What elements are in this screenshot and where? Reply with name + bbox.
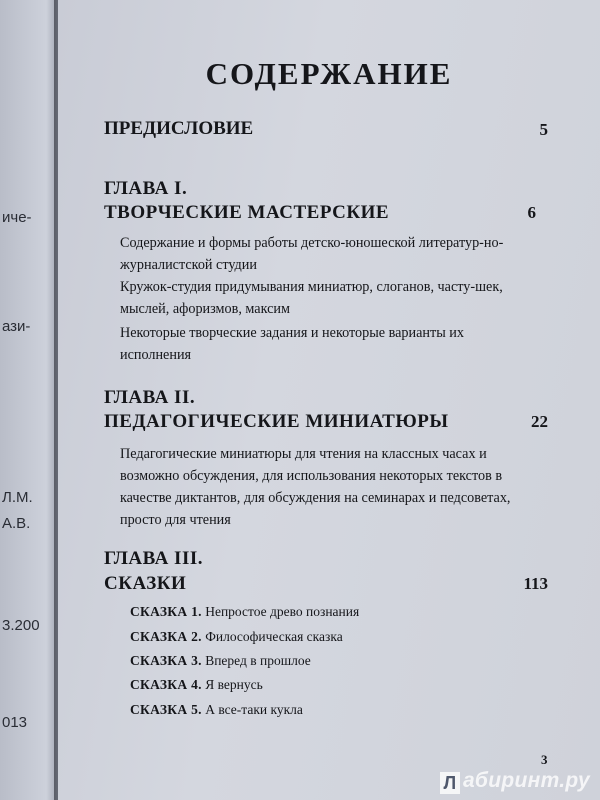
tale-item bbox=[130, 627, 343, 647]
chapter-2-page-number: 22 bbox=[531, 412, 548, 431]
left-page-fragment: 3.200 bbox=[2, 617, 40, 634]
labirint-logo-icon: Л bbox=[440, 772, 460, 794]
tale-number: СКАЗКА 3. bbox=[130, 653, 202, 668]
watermark-text: абиринт.ру bbox=[462, 769, 590, 792]
chapter-2-entry-1: Педагогические миниатюры для чтения на классных часах и возможно обсуждения, для использования некоторых текстов в качестве диктантов, для обсуждения на семинарах и педсоветах, просто для чтения bbox=[120, 446, 511, 528]
page-title: СОДЕРЖАНИЕ bbox=[205, 56, 453, 91]
chapter-1-entry-2: Кружок-студия придумывания миниатюр, слоганов, часту-шек, мыслей, афоризмов, максим bbox=[120, 279, 503, 317]
left-page-edge bbox=[0, 0, 58, 800]
tale-item bbox=[130, 700, 303, 720]
preface-label: ПРЕДИСЛОВИЕ bbox=[104, 118, 254, 139]
left-page-fragment: Л.М. bbox=[2, 489, 33, 506]
tale-title: А все-таки кукла bbox=[205, 702, 303, 717]
preface-page-number: 5 bbox=[539, 120, 548, 139]
chapter-1-entry-1: Содержание и формы работы детско-юношеской литератур-но-журналистской студии bbox=[120, 235, 504, 273]
tale-number: СКАЗКА 1. bbox=[130, 604, 202, 619]
page-folio: 3 bbox=[541, 752, 548, 767]
left-page-fragment: ази- bbox=[2, 318, 31, 335]
chapter-1-entry-3: Некоторые творческие задания и некоторые варианты их исполнения bbox=[120, 325, 464, 363]
tale-item bbox=[130, 651, 311, 671]
chapter-2-title: ПЕДАГОГИЧЕСКИЕ МИНИАТЮРЫ bbox=[104, 411, 449, 432]
tale-number: СКАЗКА 4. bbox=[130, 677, 202, 692]
contents-page bbox=[58, 0, 600, 800]
chapter-3-title: СКАЗКИ bbox=[104, 573, 187, 594]
tale-title: Вперед в прошлое bbox=[205, 653, 311, 668]
tale-item bbox=[130, 602, 359, 622]
chapter-3-number: ГЛАВА III. bbox=[104, 548, 203, 569]
chapter-1-title: ТВОРЧЕСКИЕ МАСТЕРСКИЕ bbox=[104, 202, 390, 223]
chapter-1-number: ГЛАВА I. bbox=[104, 178, 188, 199]
left-page-fragment: 013 bbox=[2, 714, 28, 731]
tale-title: Непростое древо познания bbox=[205, 604, 360, 619]
tale-number: СКАЗКА 2. bbox=[130, 629, 202, 644]
chapter-1-page-number: 6 bbox=[527, 203, 536, 222]
tale-title: Я вернусь bbox=[205, 677, 263, 692]
left-page-fragment: иче- bbox=[2, 209, 32, 226]
chapter-2-number: ГЛАВА II. bbox=[104, 387, 196, 408]
chapter-3-page-number: 113 bbox=[523, 574, 548, 593]
tale-number: СКАЗКА 5. bbox=[130, 702, 202, 717]
labirint-watermark bbox=[440, 769, 590, 794]
tale-title: Философическая сказка bbox=[205, 629, 343, 644]
tale-item bbox=[130, 675, 263, 695]
left-page-fragment: А.В. bbox=[2, 515, 31, 532]
